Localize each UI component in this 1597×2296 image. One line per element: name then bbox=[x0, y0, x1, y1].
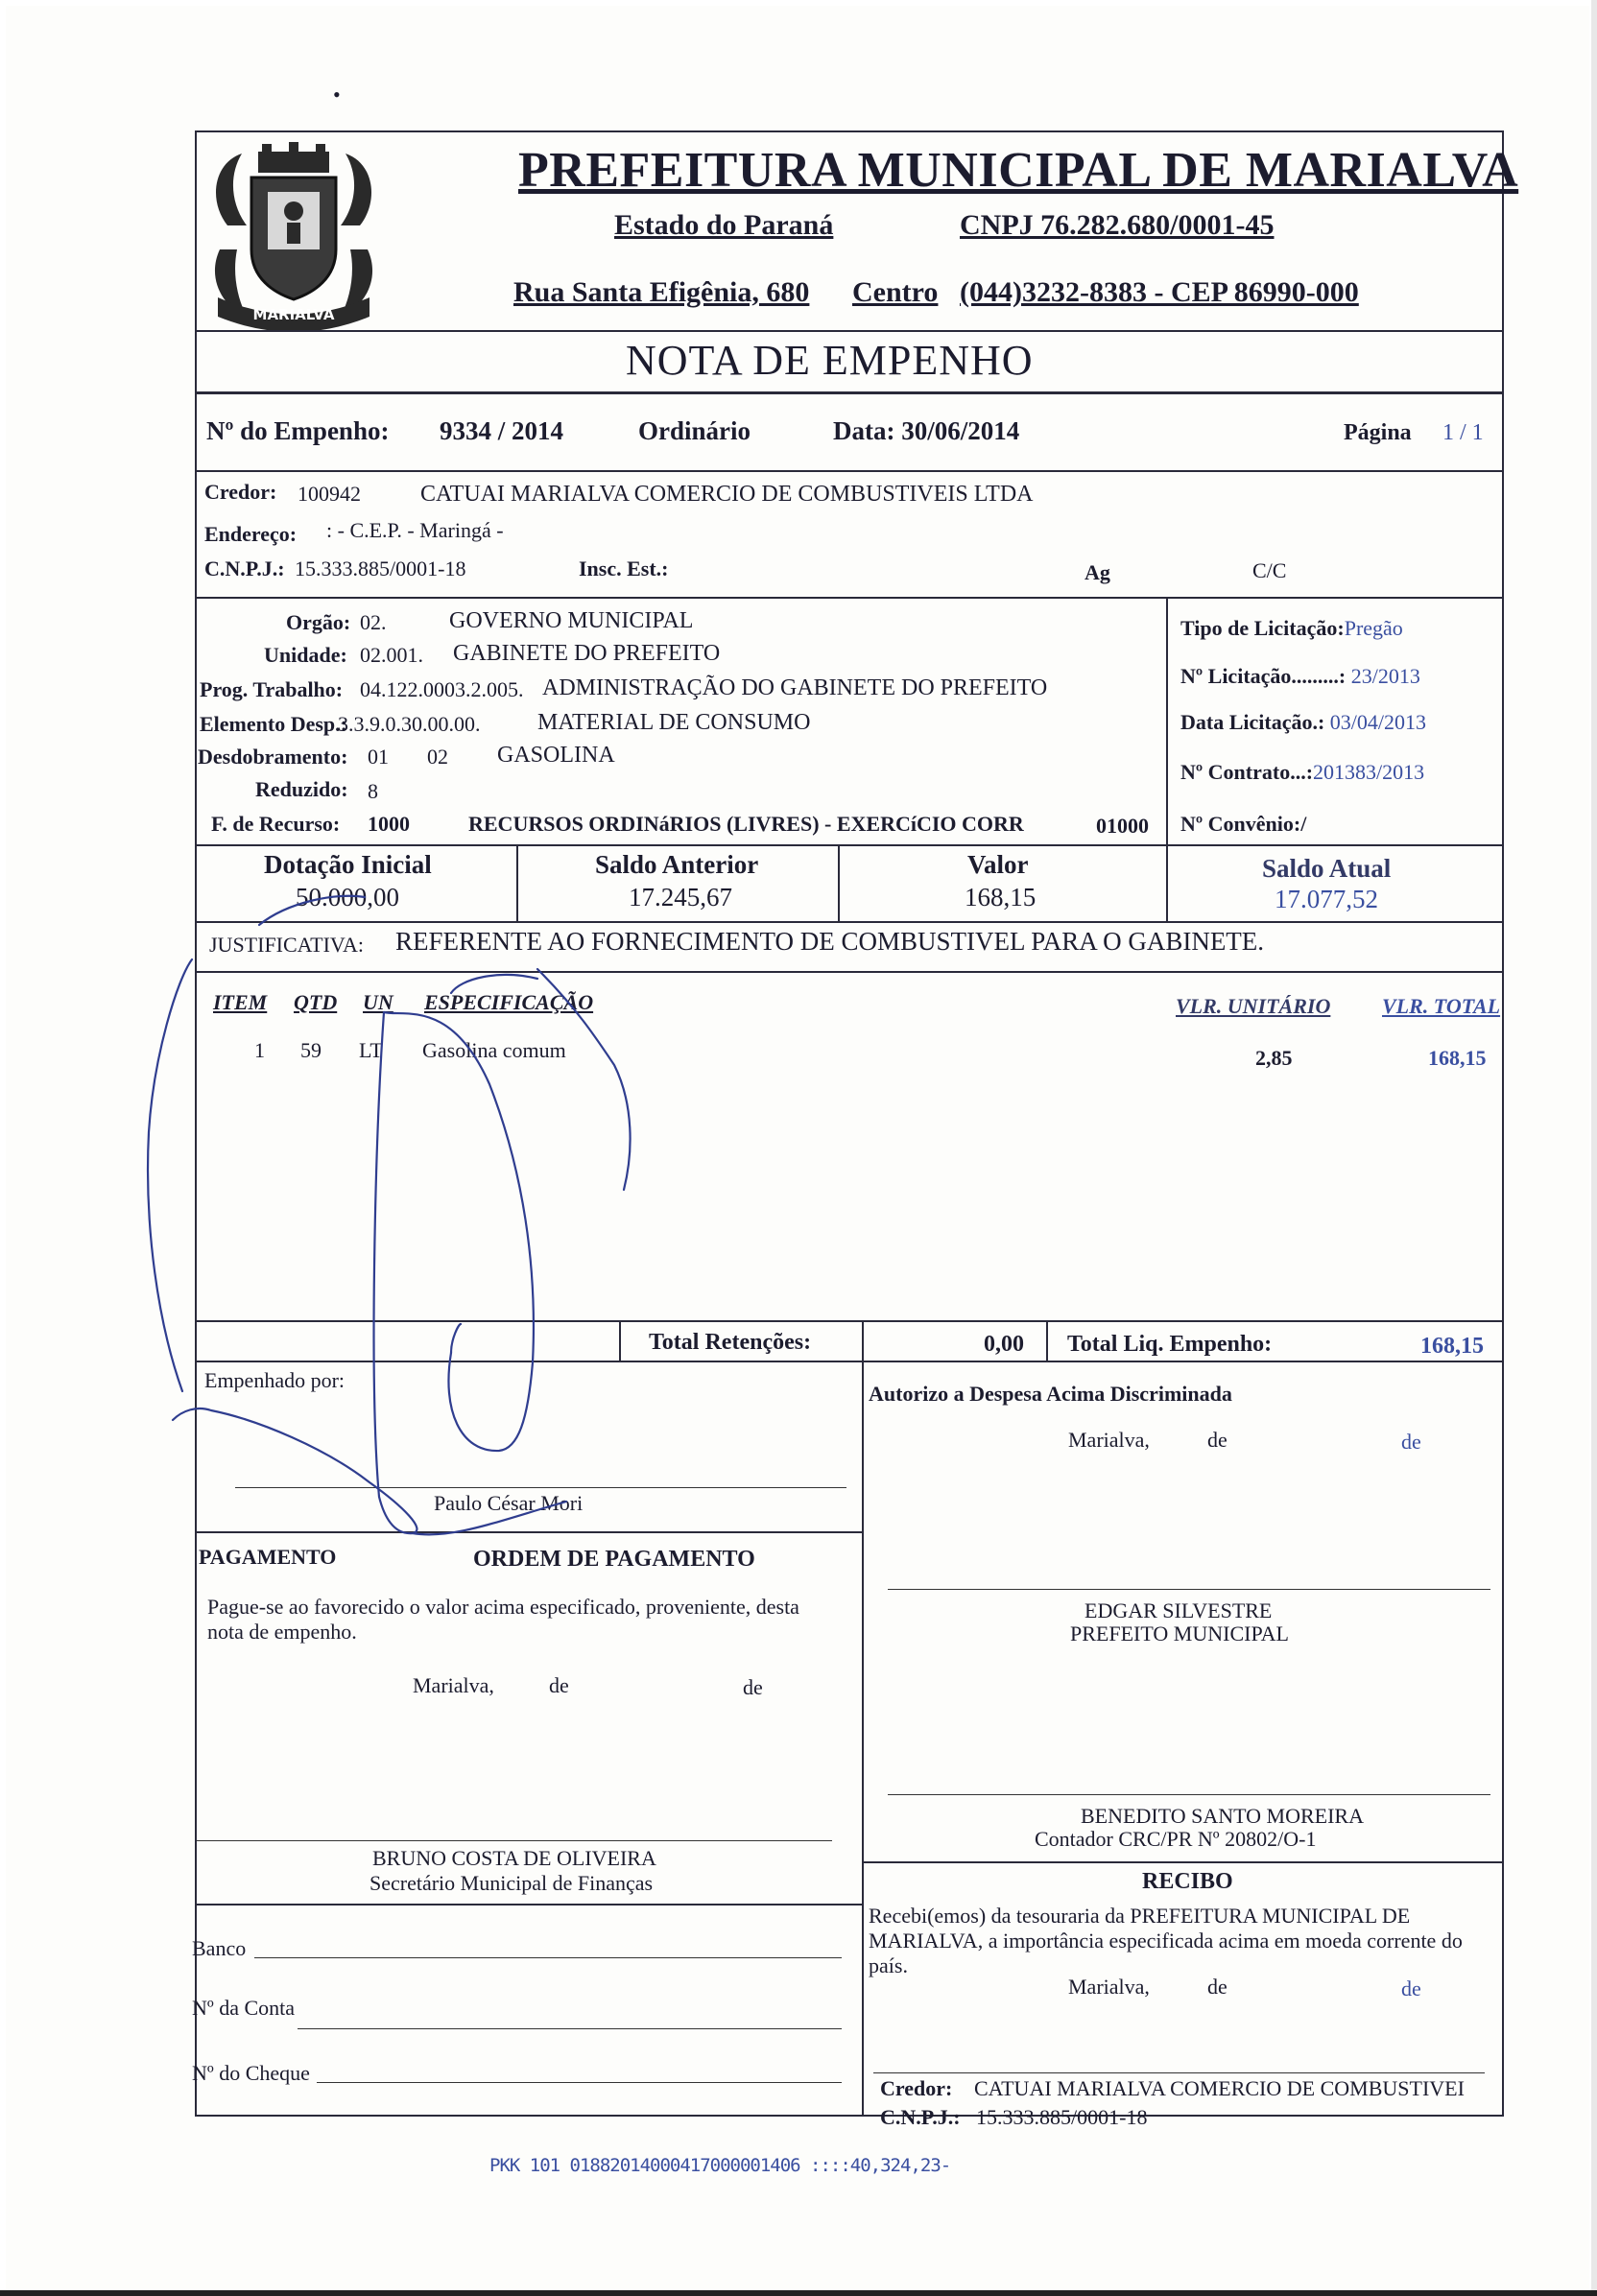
prog-label: Prog. Trabalho: bbox=[200, 677, 344, 701]
prog-name: ADMINISTRAÇÃO DO GABINETE DO PREFEITO bbox=[542, 675, 1048, 700]
cnpj-value: 15.333.885/0001-18 bbox=[295, 556, 466, 580]
signature-line bbox=[873, 2072, 1485, 2073]
item-un: LT bbox=[359, 1038, 383, 1062]
numero-licitacao bbox=[1180, 664, 1420, 689]
reduzido-label: Reduzido: bbox=[255, 777, 348, 801]
autorizo-de-1: de bbox=[1207, 1428, 1228, 1452]
recibo-de-2: de bbox=[1401, 1976, 1421, 2000]
ag-label: Ag bbox=[1085, 560, 1110, 584]
contador-name: BENEDITO SANTO MOREIRA bbox=[1081, 1804, 1364, 1828]
signature-line bbox=[888, 1794, 1490, 1795]
cheque-label: Nº do Cheque bbox=[192, 2061, 310, 2085]
recibo-city: Marialva, bbox=[1068, 1975, 1150, 1999]
vlr-unitario-header: VLR. UNITÁRIO bbox=[1176, 994, 1331, 1018]
orgao-label: Orgão: bbox=[286, 610, 351, 634]
empenho-date: Data: 30/06/2014 bbox=[833, 416, 1020, 445]
state-label: Estado do Paraná bbox=[614, 209, 834, 241]
divider bbox=[838, 844, 840, 921]
divider bbox=[195, 921, 1504, 923]
address-value: : - C.E.P. - Maringá - bbox=[326, 518, 504, 542]
elemento-code: 3.3.9.0.30.00.00. bbox=[338, 712, 481, 736]
divider bbox=[1046, 1320, 1048, 1361]
ordem-pagamento-title: ORDEM DE PAGAMENTO bbox=[473, 1547, 755, 1572]
pagamento-text-2: nota de empenho. bbox=[207, 1620, 357, 1644]
total-liquido-value: 168,15 bbox=[1420, 1334, 1484, 1359]
pagamento-de-1: de bbox=[549, 1673, 569, 1697]
street-address: Rua Santa Efigênia, 680 bbox=[513, 276, 810, 308]
phone-cep: (044)3232-8383 - CEP 86990-000 bbox=[960, 276, 1359, 308]
signature-line bbox=[197, 1840, 832, 1841]
elemento-label: Elemento Desp.: bbox=[200, 712, 347, 736]
elemento-name: MATERIAL DE CONSUMO bbox=[537, 710, 811, 735]
page-number: 1 / 1 bbox=[1442, 420, 1484, 445]
scan-edge-bottom bbox=[0, 2290, 1597, 2296]
prefeito-name: EDGAR SILVESTRE bbox=[1085, 1598, 1273, 1622]
recibo-text-1: Recebi(emos) da tesouraria da PREFEITURA MUNICIPAL DE bbox=[869, 1904, 1411, 1928]
item-header: ITEM bbox=[213, 990, 268, 1014]
divider bbox=[195, 1904, 862, 1905]
numero-contrato bbox=[1180, 760, 1424, 785]
autorizo-label: Autorizo a Despesa Acima Discriminada bbox=[869, 1382, 1232, 1406]
data-licitacao-label: Data Licitação.: bbox=[1180, 710, 1325, 734]
divider bbox=[516, 844, 518, 921]
reduzido-value: 8 bbox=[368, 779, 378, 803]
justificativa-label: JUSTIFICATIVA: bbox=[209, 933, 364, 957]
recibo-cnpj-value: 15.333.885/0001-18 bbox=[976, 2105, 1148, 2129]
recibo-text-3: país. bbox=[869, 1953, 908, 1977]
secretario-role: Secretário Municipal de Finanças bbox=[369, 1871, 654, 1895]
recurso-name: RECURSOS ORDINáRIOS (LIVRES) - EXERCíCIO CORR bbox=[468, 812, 1024, 836]
desdobramento-label: Desdobramento: bbox=[198, 745, 348, 769]
data-licitacao-value: 03/04/2013 bbox=[1329, 710, 1427, 734]
divider bbox=[195, 844, 1504, 846]
divider bbox=[195, 470, 1504, 472]
data-licitacao bbox=[1180, 710, 1426, 735]
cc-label: C/C bbox=[1252, 558, 1287, 582]
saldo-atual-label: Saldo Atual bbox=[1262, 854, 1392, 883]
retencoes-value: 0,00 bbox=[984, 1332, 1024, 1357]
item-number: 1 bbox=[254, 1038, 265, 1062]
banco-line bbox=[254, 1957, 842, 1958]
item-especificacao: Gasolina comum bbox=[422, 1038, 566, 1062]
divider bbox=[195, 1531, 862, 1533]
divider bbox=[195, 1361, 1504, 1362]
conta-label: Nº da Conta bbox=[192, 1996, 296, 2020]
numero-contrato-label: Nº Contrato...: bbox=[1180, 760, 1314, 784]
valor-label: Valor bbox=[967, 850, 1029, 879]
contador-role: Contador CRC/PR Nº 20802/O-1 bbox=[1035, 1827, 1317, 1851]
empenhado-label: Empenhado por: bbox=[204, 1368, 346, 1392]
un-header: UN bbox=[363, 990, 393, 1014]
divider bbox=[862, 1320, 864, 1361]
secretario-name: BRUNO COSTA DE OLIVEIRA bbox=[372, 1846, 656, 1870]
credor-code: 100942 bbox=[298, 482, 361, 506]
empenho-number: 9334 / 2014 bbox=[440, 416, 564, 445]
tipo-licitacao bbox=[1180, 616, 1403, 641]
saldo-atual-value: 17.077,52 bbox=[1275, 885, 1378, 913]
address-label: Endereço: bbox=[204, 522, 298, 546]
qtd-header: QTD bbox=[294, 990, 338, 1014]
autorizo-city: Marialva, bbox=[1068, 1428, 1150, 1452]
dotacao-value: 50.000,00 bbox=[296, 883, 399, 911]
credor-label: Credor: bbox=[204, 480, 277, 504]
divider bbox=[195, 330, 1504, 332]
numero-licitacao-value: 23/2013 bbox=[1350, 664, 1420, 688]
recurso-label: F. de Recurso: bbox=[211, 812, 341, 836]
total-liquido-label: Total Liq. Empenho: bbox=[1067, 1332, 1273, 1357]
recibo-credor-value: CATUAI MARIALVA COMERCIO DE COMBUSTIVEI bbox=[974, 2076, 1465, 2100]
recurso-code: 1000 bbox=[368, 812, 410, 836]
credor-name: CATUAI MARIALVA COMERCIO DE COMBUSTIVEIS LTDA bbox=[420, 482, 1034, 507]
dotacao-label: Dotação Inicial bbox=[264, 850, 432, 879]
empenho-label: Nº do Empenho: bbox=[206, 416, 390, 445]
saldo-anterior-label: Saldo Anterior bbox=[595, 850, 759, 879]
conta-line bbox=[298, 2028, 842, 2029]
numero-convenio: Nº Convênio:/ bbox=[1180, 812, 1307, 836]
banco-label: Banco bbox=[192, 1936, 247, 1960]
divider bbox=[1166, 597, 1168, 846]
divider bbox=[195, 597, 1504, 599]
unidade-label: Unidade: bbox=[264, 643, 347, 667]
scan-speck: • bbox=[333, 83, 341, 107]
cnpj-label: C.N.P.J.: bbox=[204, 556, 285, 580]
especificacao-header: ESPECIFICAÇÃO bbox=[424, 990, 594, 1014]
orgao-name: GOVERNO MUNICIPAL bbox=[449, 608, 694, 633]
tipo-licitacao-value: Pregão bbox=[1344, 616, 1403, 640]
orgao-code: 02. bbox=[360, 610, 387, 634]
signature-line bbox=[888, 1589, 1490, 1590]
recibo-cnpj-label: C.N.P.J.: bbox=[880, 2105, 961, 2129]
document-title: NOTA DE EMPENHO bbox=[626, 337, 1034, 384]
desdobramento-a: 01 bbox=[368, 745, 389, 769]
cheque-line bbox=[317, 2082, 842, 2083]
desdobramento-name: GASOLINA bbox=[497, 743, 615, 768]
pagamento-de-2: de bbox=[743, 1675, 763, 1699]
page-title: PREFEITURA MUNICIPAL DE MARIALVA bbox=[518, 143, 1519, 198]
footer-code: PKK 101 01882014000417000001406 ::::40,324,23- bbox=[489, 2155, 951, 2176]
scan-edge bbox=[1591, 0, 1597, 2296]
divider bbox=[862, 1361, 864, 2117]
unidade-name: GABINETE DO PREFEITO bbox=[453, 641, 721, 666]
empenhado-signer: Paulo César Mori bbox=[434, 1491, 584, 1515]
city-cnpj: CNPJ 76.282.680/0001-45 bbox=[960, 209, 1275, 241]
insc-label: Insc. Est.: bbox=[579, 556, 669, 580]
district: Centro bbox=[852, 276, 939, 308]
item-vlr-unitario: 2,85 bbox=[1255, 1046, 1293, 1070]
pagamento-city: Marialva, bbox=[413, 1673, 494, 1697]
recurso-number: 01000 bbox=[1096, 814, 1149, 838]
vlr-total-header: VLR. TOTAL bbox=[1382, 994, 1501, 1018]
autorizo-de-2: de bbox=[1401, 1430, 1421, 1454]
recibo-credor-label: Credor: bbox=[880, 2076, 953, 2100]
retencoes-label: Total Retenções: bbox=[649, 1330, 812, 1355]
recibo-de-1: de bbox=[1207, 1975, 1228, 1999]
divider bbox=[1166, 844, 1168, 921]
divider bbox=[195, 971, 1504, 973]
divider bbox=[862, 1861, 1504, 1863]
recibo-title: RECIBO bbox=[1142, 1869, 1233, 1894]
item-vlr-total: 168,15 bbox=[1428, 1046, 1487, 1070]
tipo-licitacao-label: Tipo de Licitação: bbox=[1180, 616, 1345, 640]
page-label: Página bbox=[1344, 420, 1412, 445]
desdobramento-b: 02 bbox=[427, 745, 448, 769]
divider bbox=[195, 1320, 1504, 1322]
empenho-type: Ordinário bbox=[638, 416, 751, 445]
divider bbox=[195, 391, 1504, 394]
divider bbox=[619, 1320, 621, 1361]
svg-text:MARIALVA: MARIALVA bbox=[252, 306, 335, 323]
pagamento-label: PAGAMENTO bbox=[199, 1545, 337, 1569]
unidade-code: 02.001. bbox=[360, 643, 423, 667]
item-qtd: 59 bbox=[300, 1038, 322, 1062]
valor-value: 168,15 bbox=[965, 883, 1037, 911]
numero-contrato-value: 201383/2013 bbox=[1313, 760, 1425, 784]
numero-licitacao-label: Nº Licitação.........: bbox=[1180, 664, 1347, 688]
recibo-text-2: MARIALVA, a importância especificada acima em moeda corrente do bbox=[869, 1929, 1463, 1953]
prefeito-role: PREFEITO MUNICIPAL bbox=[1070, 1621, 1289, 1645]
prog-code: 04.122.0003.2.005. bbox=[360, 677, 524, 701]
justificativa-text: REFERENTE AO FORNECIMENTO DE COMBUSTIVEL PARA O GABINETE. bbox=[395, 927, 1265, 956]
saldo-anterior-value: 17.245,67 bbox=[629, 883, 732, 911]
pagamento-text-1: Pague-se ao favorecido o valor acima especificado, proveniente, desta bbox=[207, 1595, 799, 1619]
coat-of-arms-icon bbox=[199, 134, 389, 336]
signature-line bbox=[235, 1487, 846, 1488]
